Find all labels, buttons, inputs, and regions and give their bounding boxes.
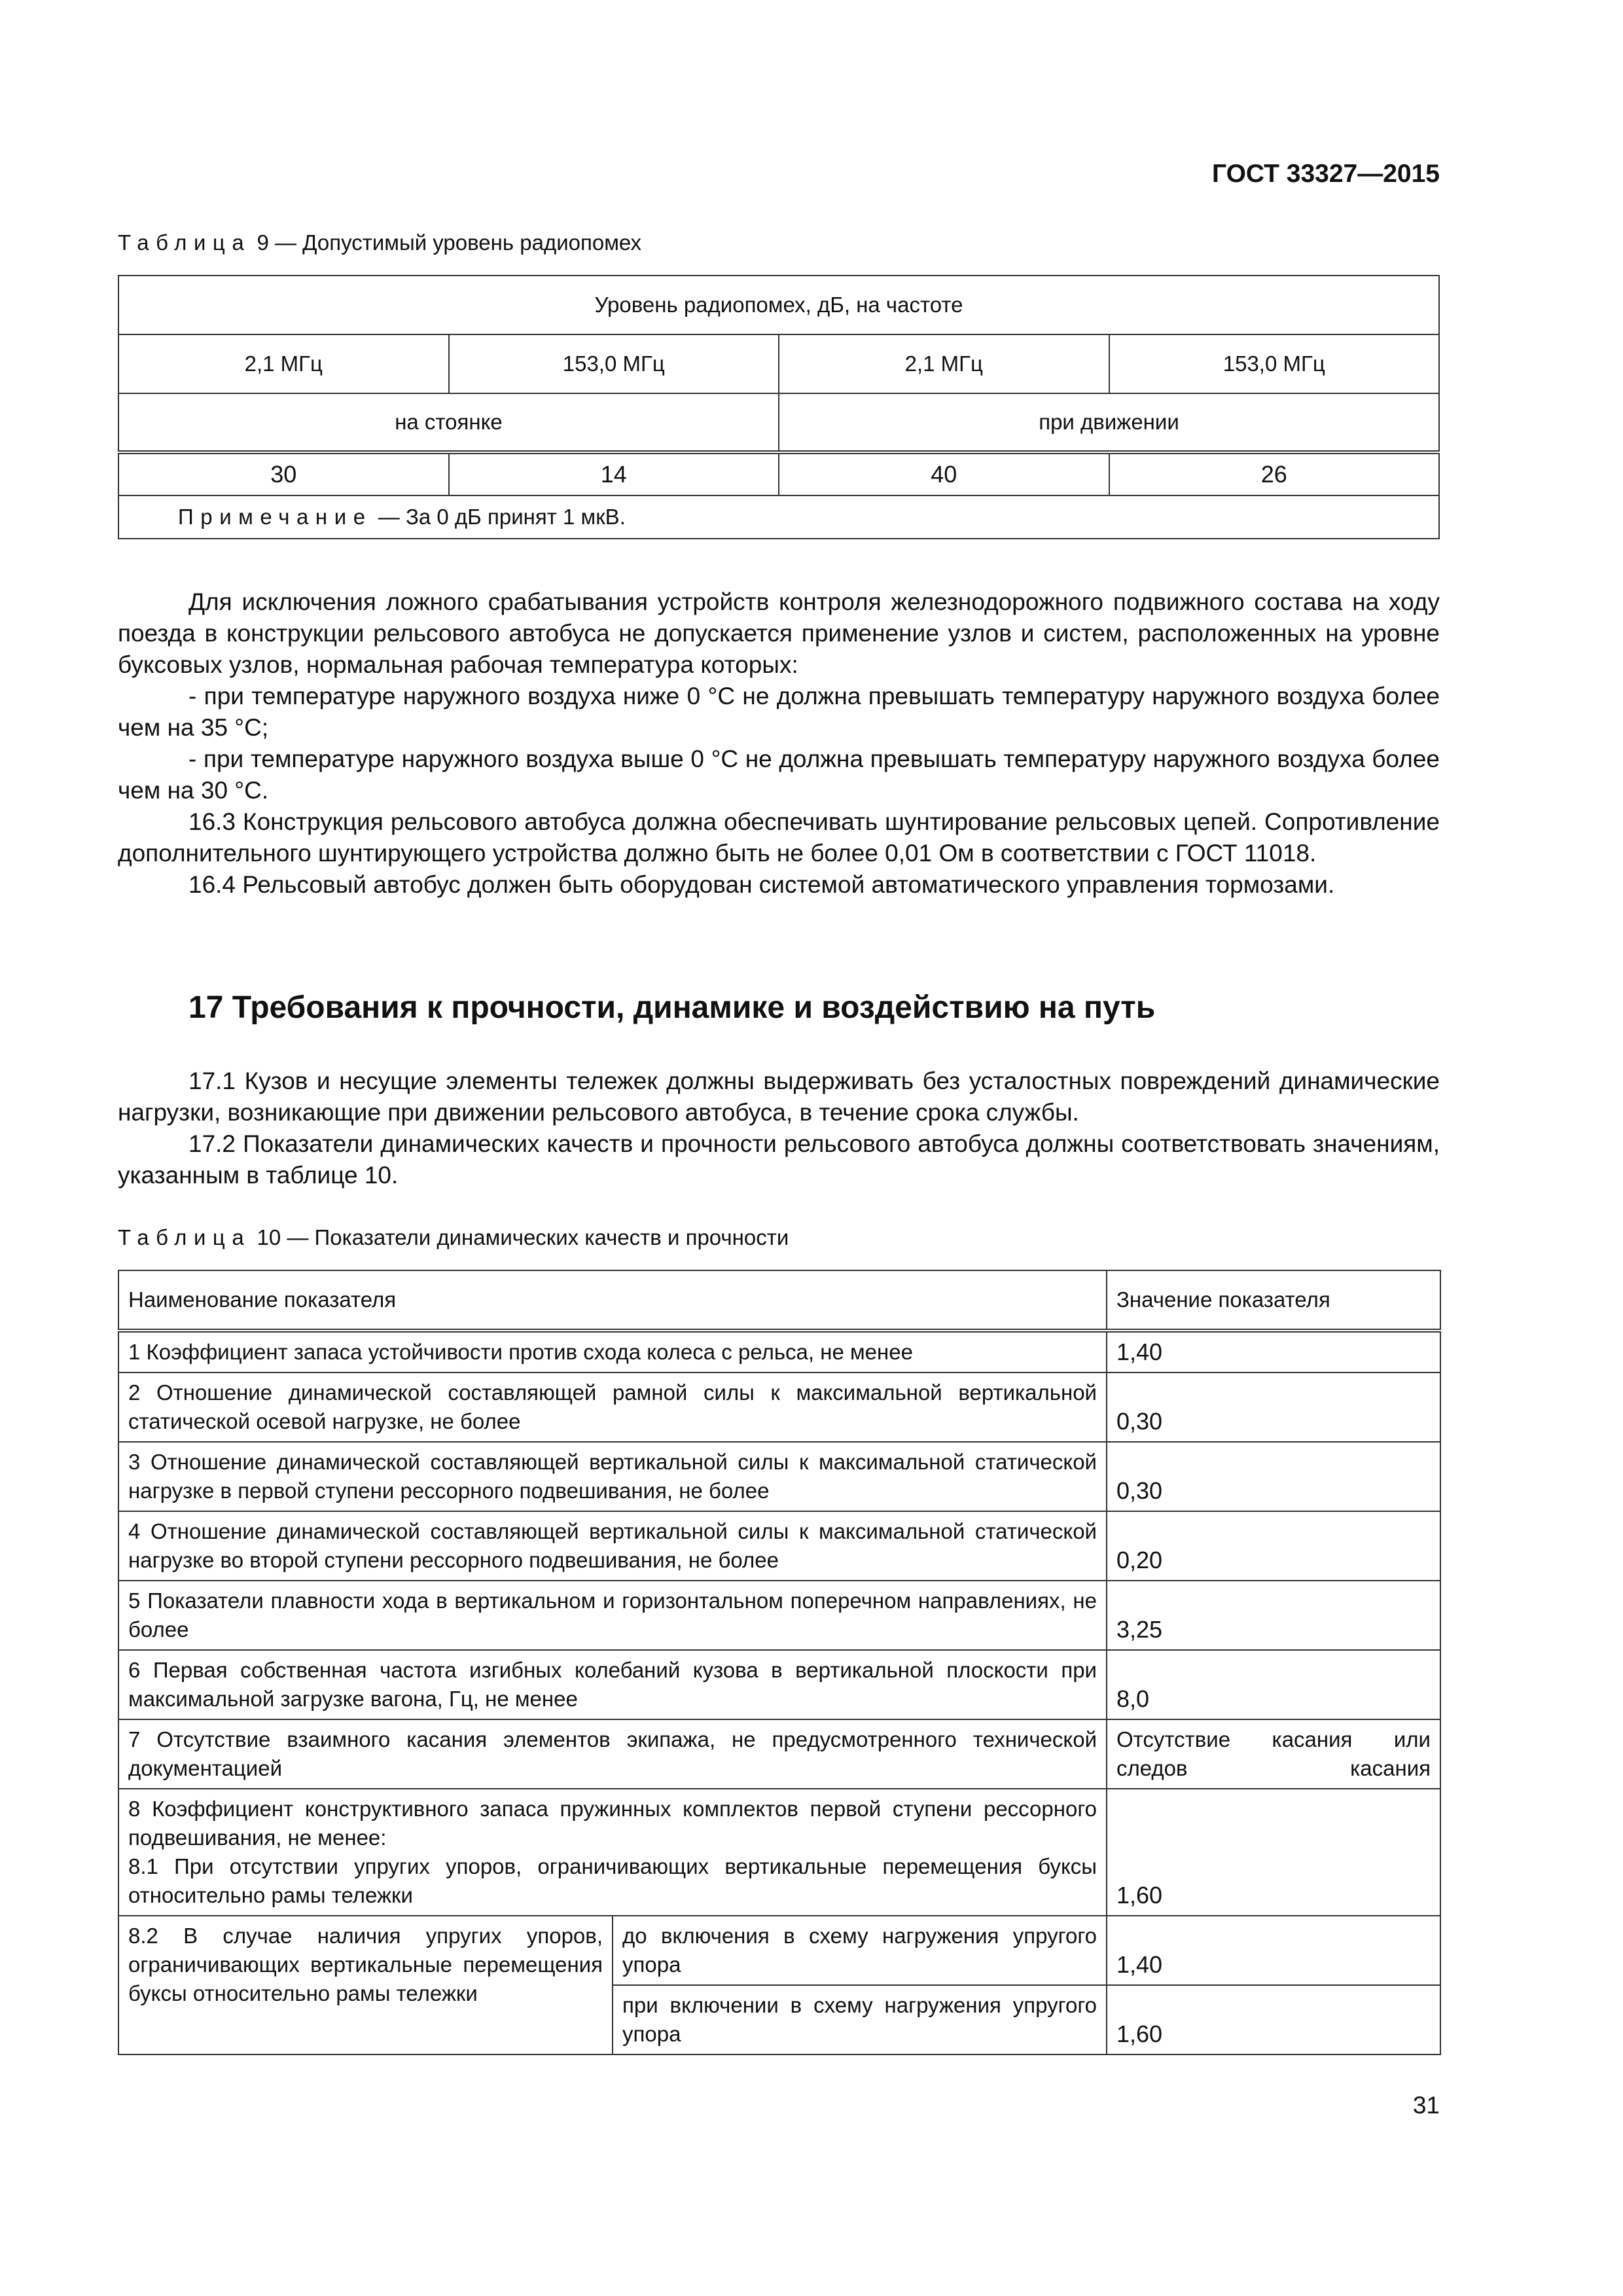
table10-row-name: 5 Показатели плавности хода в вертикальном и горизонтальном поперечном направлениях, не более — [118, 1581, 1107, 1650]
table10-row8-1: 8.1 При отсутствии упругих упоров, ограничивающих вертикальные перемещения буксы относительно рамы тележки — [128, 1854, 1097, 1907]
table9-note-text: — За 0 дБ принят 1 мкВ. — [372, 505, 626, 529]
paragraph: Для исключения ложного срабатывания устройств контроля железнодорожного подвижного состава на ходу поезда в конструкции рельсового автобуса не допускается применение узлов и систем, расположенных на уровне буксовых узлов, нормальная рабочая температура которых: — [118, 588, 1440, 678]
table9-mode: при движении — [779, 393, 1439, 452]
table10-caption-label: Таблица — [118, 1225, 251, 1249]
table10-row-name: 2 Отношение динамической составляющей рамной силы к максимальной вертикальной статической осевой нагрузке, не более — [118, 1372, 1107, 1442]
table10-caption-text: 10 — Показатели динамических качеств и прочности — [257, 1225, 789, 1249]
table10-row-name: 7 Отсутствие взаимного касания элементов экипажа, не предусмотренного технической документацией — [118, 1719, 1107, 1789]
table10-row-value: 0,30 — [1107, 1442, 1440, 1511]
table10-row8-2-b: при включении в схему нагружения упругого упора — [613, 1985, 1107, 2054]
page-number: 31 — [1412, 2092, 1440, 2119]
table10-row-name: 1 Коэффициент запаса устойчивости против схода колеса с рельса, не менее — [118, 1331, 1107, 1372]
table10-col-value: Значение показателя — [1107, 1270, 1440, 1331]
table10-row-value: 0,20 — [1107, 1511, 1440, 1581]
body-text-section17 — [118, 1066, 1440, 1191]
paragraph: 17.2 Показатели динамических качеств и прочности рельсового автобуса должны соответствовать значениям, указанным в таблице 10. — [118, 1130, 1440, 1189]
paragraph: - при температуре наружного воздуха выше 0 °С не должна превышать температуру наружного воздуха более чем на 30 °С. — [118, 745, 1440, 804]
paragraph: 16.4 Рельсовый автобус должен быть оборудован системой автоматического управления тормозами. — [188, 871, 1335, 898]
table10-row8-2-b-value: 1,60 — [1107, 1985, 1440, 2054]
table10-row-value: 8,0 — [1107, 1650, 1440, 1719]
table10-row8-2: 8.2 В случае наличия упругих упоров, ограничивающих вертикальные перемещения буксы относительно рамы тележки — [118, 1916, 613, 2054]
standard-code: ГОСТ 33327—2015 — [1212, 160, 1440, 188]
table9-note-label: Примечание — [178, 505, 372, 529]
table10-row-value: Отсутствие касания или следов касания — [1107, 1719, 1440, 1789]
table9-frequency: 2,1 МГц — [118, 334, 449, 393]
paragraph: 16.3 Конструкция рельсового автобуса должна обеспечивать шунтирование рельсовых цепей. Сопротивление дополнительного шунтирующего устройства должно быть не более 0,01 Ом в соответствии с ГОСТ 11018. — [118, 808, 1440, 867]
table10-row8 — [118, 1789, 1107, 1916]
table10-row-value: 1,40 — [1107, 1331, 1440, 1372]
table9-caption-text: 9 — Допустимый уровень радиопомех — [257, 230, 642, 255]
table10-col-name: Наименование показателя — [118, 1270, 1107, 1331]
table9-caption — [118, 230, 641, 255]
table10-row-name: 4 Отношение динамической составляющей вертикальной силы к максимальной статической нагрузке во второй ступени рессорного подвешивания, не более — [118, 1511, 1107, 1581]
table9-value: 30 — [118, 452, 449, 495]
table9-frequency: 153,0 МГц — [449, 334, 779, 393]
table9-caption-label: Таблица — [118, 230, 251, 255]
table10-row-value: 0,30 — [1107, 1372, 1440, 1442]
table9-note — [118, 495, 1439, 539]
table9-frequency: 2,1 МГц — [779, 334, 1109, 393]
body-text-section16 — [118, 586, 1440, 901]
table9-value: 26 — [1109, 452, 1440, 495]
paragraph: 17.1 Кузов и несущие элементы тележек должны выдерживать без усталостных повреждений динамические нагрузки, возникающие при движении рельсового автобуса, в течение срока службы. — [118, 1067, 1440, 1126]
table9-value: 14 — [449, 452, 779, 495]
table10-row8-2-a: до включения в схему нагружения упругого упора — [613, 1916, 1107, 1985]
table9-mode: на стоянке — [118, 393, 779, 452]
table10-row-value: 3,25 — [1107, 1581, 1440, 1650]
paragraph: - при температуре наружного воздуха ниже 0 °С не должна превышать температуру наружного воздуха более чем на 35 °С; — [118, 683, 1440, 741]
table10-row8-main: 8 Коэффициент конструктивного запаса пружинных комплектов первой ступени рессорного подвешивания, не менее: — [128, 1797, 1097, 1850]
table10-row8-2-a-value: 1,40 — [1107, 1916, 1440, 1985]
table10-row8-1-value: 1,60 — [1107, 1789, 1440, 1916]
table10-row-name: 3 Отношение динамической составляющей вертикальной силы к максимальной статической нагрузке в первой ступени рессорного подвешивания, не более — [118, 1442, 1107, 1511]
table9 — [118, 275, 1440, 539]
table10 — [118, 1270, 1441, 2055]
table9-frequency: 153,0 МГц — [1109, 334, 1440, 393]
table10-row-name: 6 Первая собственная частота изгибных колебаний кузова в вертикальной плоскости при максимальной загрузке вагона, Гц, не менее — [118, 1650, 1107, 1719]
table9-header: Уровень радиопомех, дБ, на частоте — [118, 276, 1439, 334]
section-heading: 17 Требования к прочности, динамике и воздействию на путь — [188, 990, 1156, 1025]
table10-caption — [118, 1225, 789, 1250]
table9-value: 40 — [779, 452, 1109, 495]
